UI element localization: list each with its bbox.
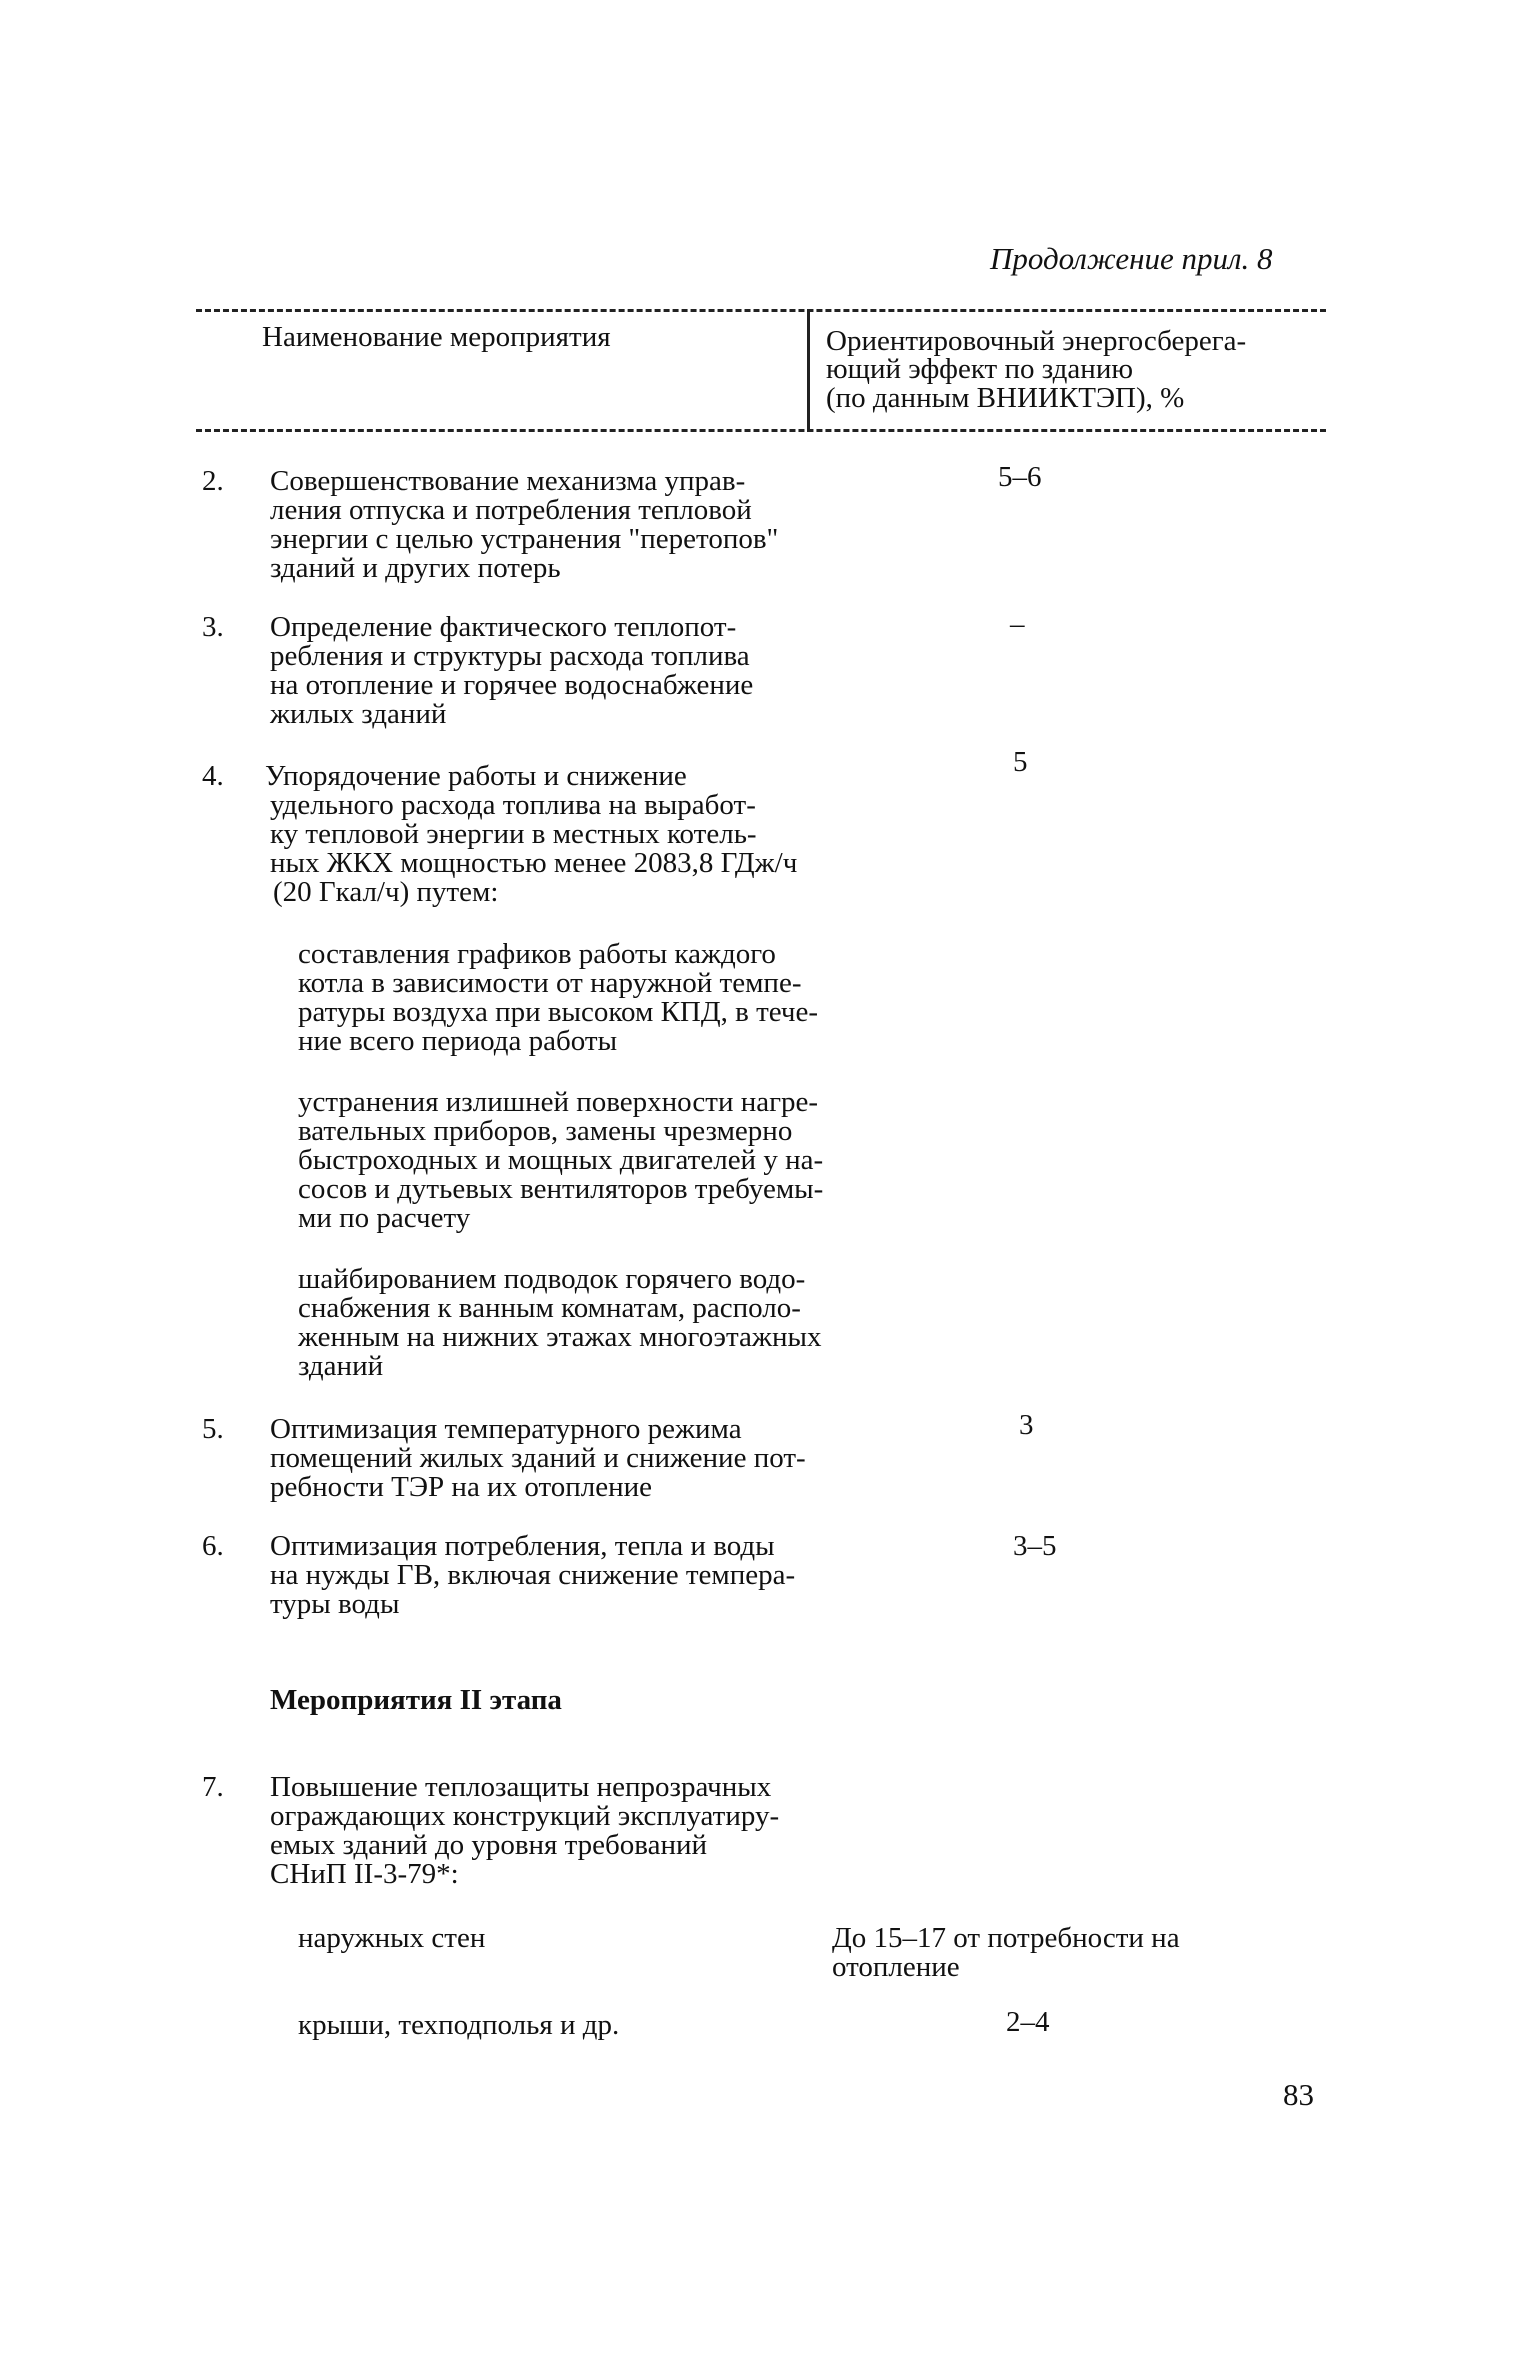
- row-text-line: энергии с целью устранения "перетопов": [270, 523, 779, 555]
- row7-item-value-line-1: 2–4: [1006, 2006, 1050, 2038]
- row-value: 5–6: [998, 461, 1042, 493]
- section-title: Мероприятия II этапа: [270, 1684, 562, 1716]
- row-number: 3.: [202, 611, 224, 643]
- row-number: 2.: [202, 465, 224, 497]
- sub-item-line: женным на нижних этажах многоэтажных: [298, 1321, 822, 1353]
- row-value: 5: [1013, 746, 1028, 778]
- sub-item-line: сосов и дутьевых вентиляторов требуемы-: [298, 1173, 824, 1205]
- row-text-line: ку тепловой энергии в местных котель-: [270, 818, 757, 850]
- sub-item-line: составления графиков работы каждого: [298, 938, 776, 970]
- row-text-line: на нужды ГВ, включая снижение темпера-: [270, 1559, 796, 1591]
- sub-item-line: зданий: [298, 1350, 384, 1382]
- row7-item-value-line-1: До 15–17 от потребности на: [832, 1922, 1180, 1954]
- row-text-line: на отопление и горячее водоснабжение: [270, 669, 754, 701]
- row-text-line: Упорядочение работы и снижение: [265, 760, 687, 792]
- row7-item-label: крыши, техподполья и др.: [298, 2009, 620, 2041]
- header-top-rule: [196, 309, 1326, 312]
- row-text-line: емых зданий до уровня требований: [270, 1829, 708, 1861]
- sub-item-line: шайбированием подводок горячего водо-: [298, 1263, 806, 1295]
- header-bottom-rule: [196, 429, 1326, 432]
- row-text-line: зданий и других потерь: [270, 552, 561, 584]
- row-text-line: Определение фактического теплопот-: [270, 611, 737, 643]
- row-text-line: жилых зданий: [270, 698, 447, 730]
- row7-item-value-line-2: отопление: [832, 1951, 960, 1983]
- row-text-line: ных ЖКХ мощностью менее 2083,8 ГДж/ч: [270, 847, 798, 879]
- sub-item-line: устранения излишней поверхности нагре-: [298, 1086, 819, 1118]
- continuation-label: Продолжение прил. 8: [990, 241, 1273, 276]
- row-text-line: Совершенствование механизма управ-: [270, 465, 746, 497]
- row7-item-label: наружных стен: [298, 1922, 486, 1954]
- row-text-line: ления отпуска и потребления тепловой: [270, 494, 752, 526]
- column-header-effect-line-3: (по данным ВНИИКТЭП), %: [826, 382, 1185, 414]
- row-value: 3: [1019, 1409, 1034, 1441]
- row-text-line: СНиП II-3-79*:: [270, 1858, 459, 1890]
- column-header-effect-line-2: ющий эффект по зданию: [826, 353, 1134, 385]
- row-text-line: (20 Гкал/ч) путем:: [273, 876, 499, 908]
- row-number: 7.: [202, 1771, 224, 1803]
- column-header-name: Наименование мероприятия: [262, 321, 611, 353]
- sub-item-line: ратуры воздуха при высоком КПД, в тече-: [298, 996, 819, 1028]
- sub-item-line: котла в зависимости от наружной темпе-: [298, 967, 802, 999]
- page-number: 83: [1283, 2077, 1314, 2112]
- row-number: 4.: [202, 760, 224, 792]
- row-text-line: ребления и структуры расхода топлива: [270, 640, 750, 672]
- sub-item-line: снабжения к ванным комнатам, располо-: [298, 1292, 801, 1324]
- row-value: 3–5: [1013, 1530, 1057, 1562]
- row-text-line: ребности ТЭР на их отопление: [270, 1471, 653, 1503]
- row-text-line: туры воды: [270, 1588, 400, 1620]
- row-text-line: Повышение теплозащиты непрозрачных: [270, 1771, 772, 1803]
- row-text-line: удельного расхода топлива на выработ-: [270, 789, 756, 821]
- row-text-line: помещений жилых зданий и снижение пот-: [270, 1442, 806, 1474]
- header-column-divider: [807, 309, 810, 432]
- row-number: 6.: [202, 1530, 224, 1562]
- row-text-line: ограждающих конструкций эксплуатиру-: [270, 1800, 780, 1832]
- sub-item-line: ние всего периода работы: [298, 1025, 618, 1057]
- row-text-line: Оптимизация потребления, тепла и воды: [270, 1530, 775, 1562]
- row-number: 5.: [202, 1413, 224, 1445]
- row-value: –: [1010, 608, 1025, 640]
- sub-item-line: быстроходных и мощных двигателей у на-: [298, 1144, 824, 1176]
- row-text-line: Оптимизация температурного режима: [270, 1413, 742, 1445]
- sub-item-line: ми по расчету: [298, 1202, 471, 1234]
- column-header-effect-line-1: Ориентировочный энергосберега-: [826, 325, 1247, 357]
- sub-item-line: вательных приборов, замены чрезмерно: [298, 1115, 793, 1147]
